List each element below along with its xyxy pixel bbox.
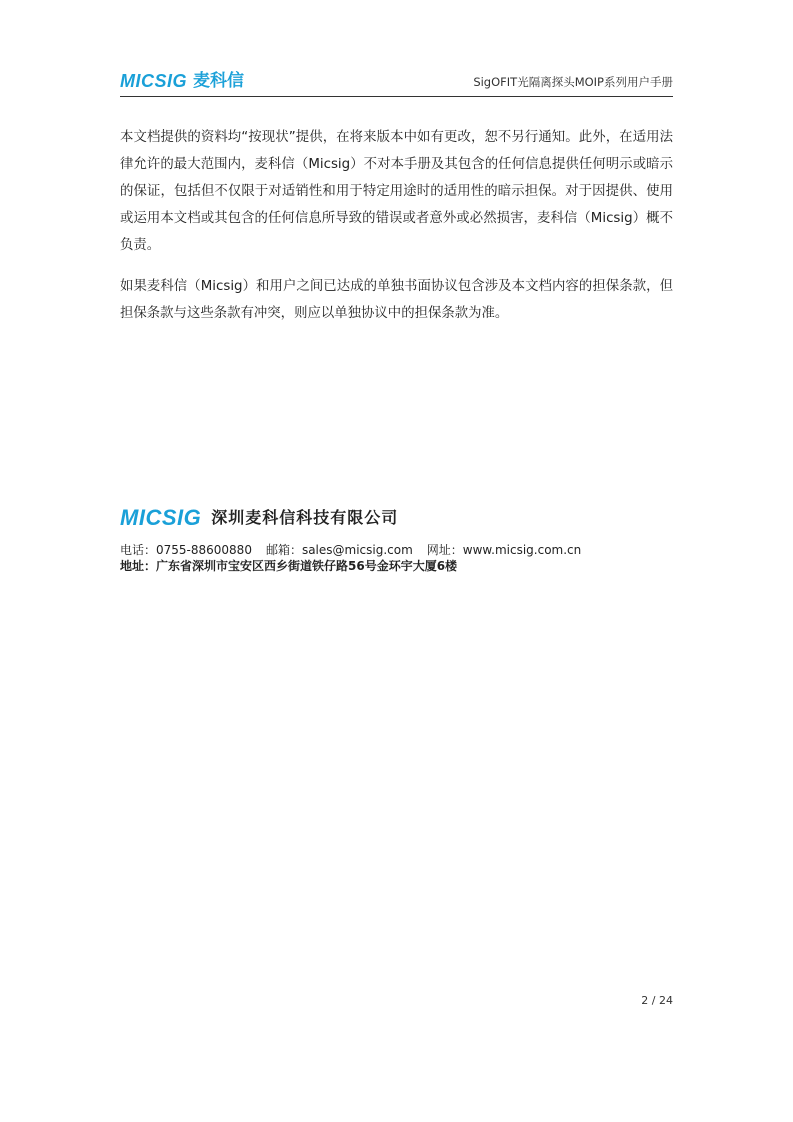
header-divider [120, 96, 673, 97]
page-number: 2 / 24 [641, 994, 673, 1007]
warranty-paragraph: 如果麦科信（Micsig）和用户之间已达成的单独书面协议包含涉及本文档内容的担保条款，但担保条款与这些条款有冲突，则应以单独协议中的担保条款为准。 [120, 279, 673, 321]
document-title: SigOFIT光隔离探头MOIP系列用户手册 [473, 75, 673, 89]
company-heading [120, 504, 673, 532]
contact-line [120, 542, 673, 558]
page-header [120, 66, 673, 96]
company-name: 深圳麦科信科技有限公司 [211, 508, 399, 527]
logo-chinese-text: 麦科信 [193, 71, 245, 91]
phone-text: 电话：0755-88600880 [120, 543, 252, 557]
disclaimer-paragraph: 本文档提供的资料均“按现状”提供，在将来版本中如有更改，恕不另行通知。此外，在适用法律允许的最大范围内，麦科信（Micsig）不对本手册及其包含的任何信息提供任何明示或暗示的保证，包括但不仅限于对适销性和用于特定用途时的适用性的暗示担保。对于因提供、使用或运用本文档或其包含的任何信息所导致的错误或者意外或必然损害，麦科信（Micsig）概不负责。 [120, 130, 673, 253]
logo-latin-text: MICSIG [120, 71, 188, 91]
company-info [120, 504, 673, 574]
company-logo: MICSIG [120, 505, 202, 530]
email-text: 邮箱：sales@micsig.com [265, 543, 413, 557]
disclaimer-body [120, 124, 673, 341]
micsig-logo [120, 70, 244, 92]
address-text: 地址：广东省深圳市宝安区西乡街道铁仔路56号金环宇大厦6楼 [120, 559, 458, 573]
website-text: 网址：www.micsig.com.cn [426, 543, 582, 557]
